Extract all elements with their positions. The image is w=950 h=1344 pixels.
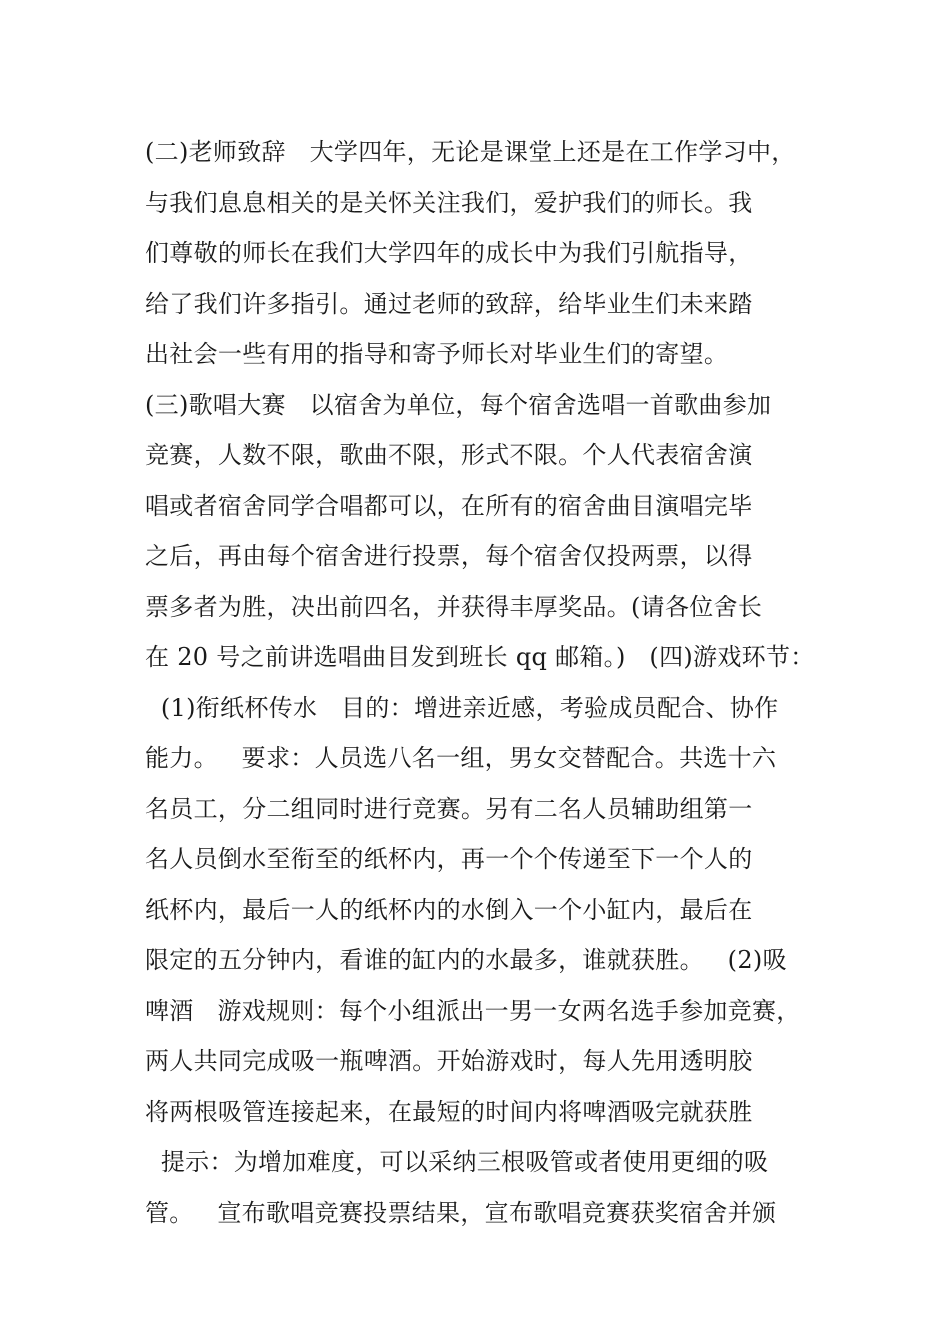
text-line-4: 给了我们许多指引。通过老师的致辞，给毕业生们未来踏	[145, 289, 753, 318]
text-line-21: 提示：为增加难度，可以采纳三根吸管或者使用更细的吸	[145, 1148, 769, 1176]
text-line-9: 之后，再由每个宿舍进行投票，每个宿舍仅投两票，以得	[145, 542, 753, 570]
text-line-6: (三)歌唱大赛 以宿舍为单位，每个宿舍选唱一首歌曲参加	[145, 390, 772, 419]
text-line-11: 在 20 号之前讲选唱曲目发到班长 qq 邮箱。) (四)游戏环节：	[145, 643, 815, 671]
text-line-5: 出社会一些有用的指导和寄予师长对毕业生们的寄望。	[145, 340, 729, 368]
text-line-22: 管。 宣布歌唱竞赛投票结果，宣布歌唱竞赛获奖宿舍并颁	[145, 1198, 777, 1227]
text-line-2: 与我们息息相关的是关怀关注我们，爱护我们的师长。我	[145, 188, 753, 217]
text-line-12: (1)衔纸杯传水 目的：增进亲近感，考验成员配合、协作	[145, 693, 779, 722]
text-line-13: 能力。 要求：人员选八名一组，男女交替配合。共选十六	[145, 744, 777, 772]
text-line-19: 两人共同完成吸一瓶啤酒。开始游戏时，每人先用透明胶	[145, 1047, 753, 1075]
text-line-8: 唱或者宿舍同学合唱都可以，在所有的宿舍曲目演唱完毕	[145, 491, 753, 520]
text-line-3: 们尊敬的师长在我们大学四年的成长中为我们引航指导，	[145, 239, 753, 267]
text-line-15: 名人员倒水至衔至的纸杯内，再一个个传递至下一个人的	[145, 845, 753, 873]
text-line-14: 名员工，分二组同时进行竞赛。另有二名人员辅助组第一	[145, 794, 753, 823]
text-line-20: 将两根吸管连接起来，在最短的时间内将啤酒吸完就获胜	[145, 1097, 753, 1126]
text-line-18: 啤酒 游戏规则：每个小组派出一男一女两名选手参加竞赛，	[145, 996, 801, 1025]
text-line-1: (二)老师致辞 大学四年，无论是课堂上还是在工作学习中，	[145, 138, 796, 166]
text-line-16: 纸杯内，最后一人的纸杯内的水倒入一个小缸内，最后在	[145, 895, 753, 924]
text-line-17: 限定的五分钟内，看谁的缸内的水最多，谁就获胜。 (2)吸	[145, 946, 787, 974]
text-line-7: 竞赛，人数不限，歌曲不限，形式不限。个人代表宿舍演	[145, 441, 753, 469]
body-text	[145, 127, 845, 1238]
text-line-10: 票多者为胜，决出前四名，并获得丰厚奖品。(请各位舍长	[145, 592, 763, 621]
